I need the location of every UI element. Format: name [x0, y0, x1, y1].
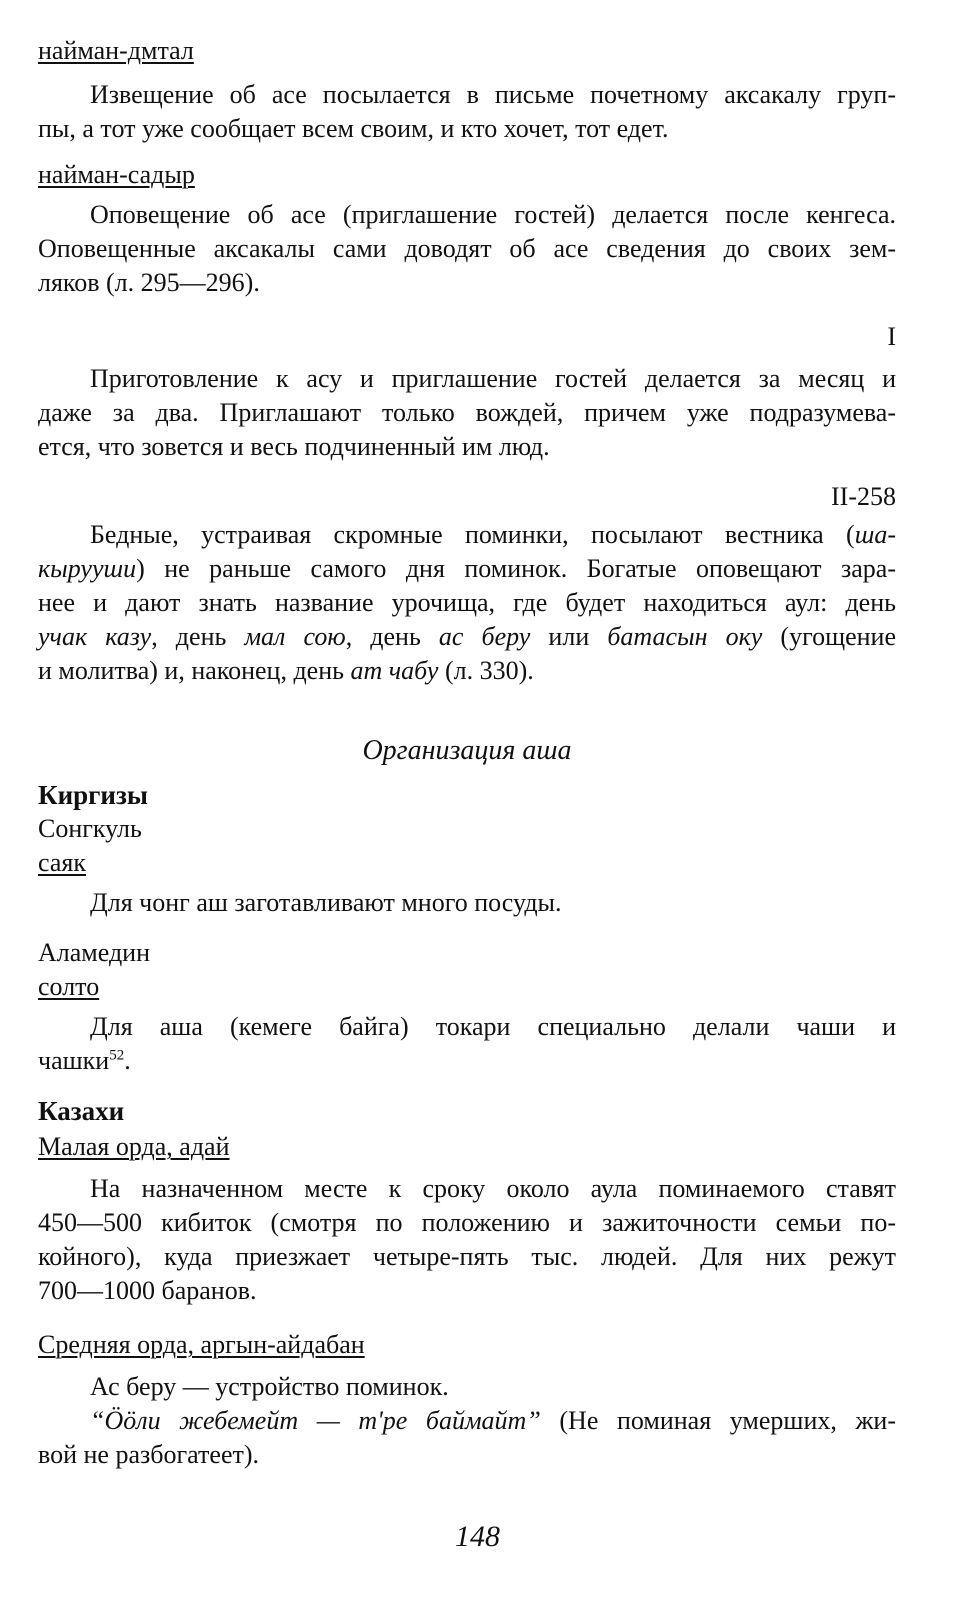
- paragraph: [38, 1370, 896, 1472]
- text-line: Извещение об асе посылается в письме почетному аксакалу груп-: [90, 80, 896, 109]
- text-line: койного), куда приезжает четыре-пять тыс. людей. Для них режут: [38, 1242, 896, 1271]
- text-line: вой не разбогатеет).: [38, 1440, 259, 1469]
- text-line: Для аша (кемеге байга) токари специально делали чаши и: [90, 1012, 896, 1041]
- text-line: Для чонг аш заготавливают много посуды.: [90, 888, 562, 917]
- people-heading-kyrgyz: Киргизы: [38, 780, 148, 810]
- place-name: Сонгкуль: [38, 814, 142, 843]
- page-number: 148: [455, 1520, 500, 1553]
- source-marker: II-258: [831, 482, 896, 511]
- paragraph: [38, 78, 896, 146]
- text-line: Бедные, устраивая скромные поминки, посылают вестника (ша-: [90, 520, 896, 549]
- text-line: Оповещение об асе (приглашение гостей) делается после кенгеса.: [90, 200, 896, 229]
- text-line: На назначенном месте к сроку около аула поминаемого ставят: [90, 1174, 896, 1203]
- text-line: пы, а тот уже сообщает всем своим, и кто хочет, тот едет.: [38, 114, 669, 143]
- paragraph: [38, 518, 896, 688]
- text-line: 700—1000 баранов.: [38, 1276, 257, 1305]
- text-line: и молитва) и, наконец, день ат чабу (л. 330).: [38, 656, 534, 685]
- people-heading-kazakh: Казахи: [38, 1096, 125, 1126]
- paragraph: [38, 362, 896, 464]
- paragraph: [38, 198, 896, 300]
- group-heading-nayman-dmtal: найман-дмтал: [38, 36, 194, 65]
- text-line: чашки$^{52}$.: [38, 1046, 131, 1075]
- text-line: кырууши) не раньше самого дня поминок. Богатые оповещают зара-: [38, 554, 896, 583]
- tribe-name: саяк: [38, 848, 86, 877]
- tribe-name: солто: [38, 972, 100, 1001]
- subgroup-heading: Средняя орда, аргын-айдабан: [38, 1330, 365, 1359]
- text-line: даже за два. Приглашают только вождей, причем уже подразумева-: [38, 398, 896, 427]
- group-heading-nayman-sadyr: найман-садыр: [38, 160, 195, 189]
- text-line: “Ööли жебемейт — т'ре баймайт” (Не поминая умерших, жи-: [90, 1406, 896, 1435]
- text-line: ется, что зовется и весь подчиненный им люд.: [38, 432, 550, 461]
- paragraph: [38, 1172, 896, 1308]
- source-marker: I: [887, 322, 896, 351]
- subgroup-heading: Малая орда, адай: [38, 1132, 230, 1161]
- text-line: учак казу, день мал сою, день ас беру или батасын оку (угощение: [38, 622, 897, 651]
- text-line: Приготовление к асу и приглашение гостей делается за месяц и: [90, 364, 896, 393]
- text-line: 450—500 кибиток (смотря по положению и зажиточности семьи по-: [38, 1208, 896, 1237]
- quote: “Ööли жебемейт — т'ре баймайт”: [90, 1406, 541, 1435]
- section-title: Организация аша: [362, 735, 572, 766]
- text-line: Ас беру — устройство поминок.: [90, 1372, 449, 1401]
- text-line: нее и дают знать название урочища, где будет находиться аул: день: [38, 588, 896, 617]
- place-name: Аламедин: [38, 938, 150, 967]
- paragraph: [38, 1010, 896, 1078]
- text-line: Оповещенные аксакалы сами доводят об асе сведения до своих зем-: [38, 234, 896, 263]
- text-line: ляков (л. 295—296).: [38, 268, 260, 297]
- footnote-ref: 52: [109, 1047, 125, 1064]
